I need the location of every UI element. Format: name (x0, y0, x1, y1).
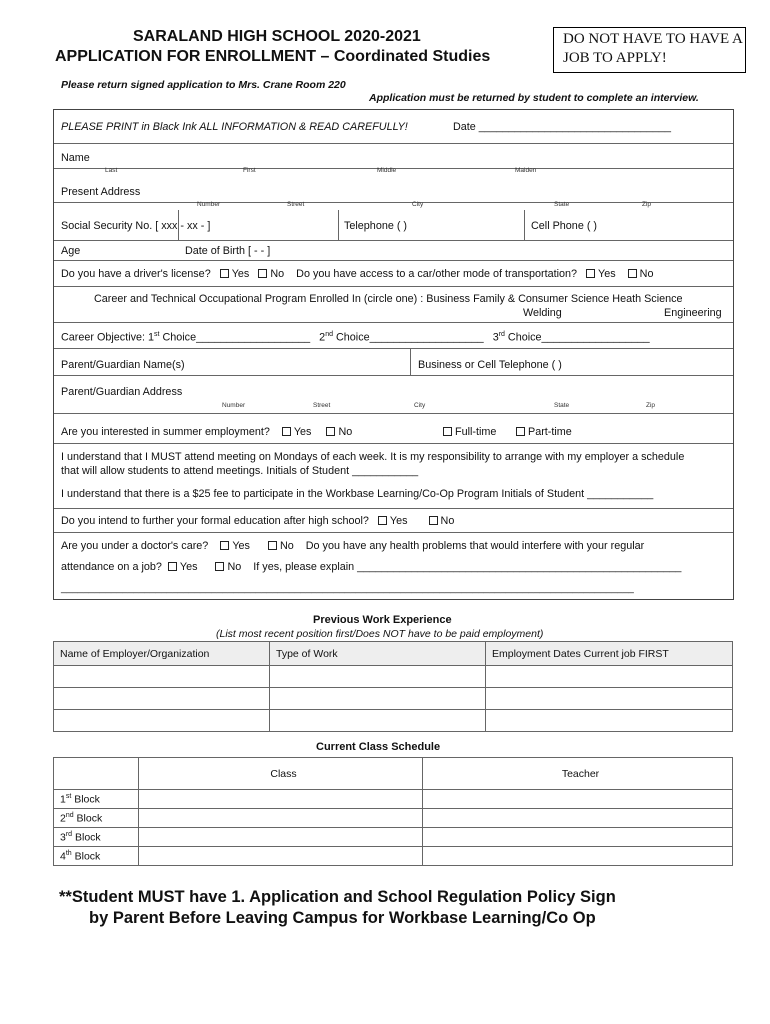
block-label: 2nd Block (54, 809, 139, 828)
block-label: 1st Block (54, 790, 139, 809)
age-field[interactable]: Age (61, 245, 81, 257)
monday-statement-1: I understand that I MUST attend meeting on Mondays of each week. It is my responsibility to arrange with my employer a schedule (61, 451, 685, 463)
attendance-no-checkbox[interactable] (215, 562, 224, 571)
parent-phone-field[interactable]: Business or Cell Telephone ( ) (418, 359, 562, 371)
table-row[interactable] (54, 688, 733, 710)
ssn-field[interactable]: Social Security No. [ xxx - xx - ] (61, 220, 211, 232)
summer-no-checkbox[interactable] (326, 427, 335, 436)
schedule-table (53, 757, 733, 866)
schedule-title: Current Class Schedule (316, 741, 441, 753)
doctor-yes-checkbox[interactable] (220, 541, 229, 550)
work-experience-subtitle: (List most recent position first/Does NOT have to be paid employment) (216, 628, 544, 640)
address-sub-street: Street (287, 201, 305, 208)
summer-question: Are you interested in summer employment? Yes No (61, 426, 353, 438)
table-row (54, 642, 733, 666)
education-no-checkbox[interactable] (429, 516, 438, 525)
address-label: Present Address (61, 186, 141, 198)
table-row[interactable] (54, 710, 733, 732)
name-sub-maiden: Maiden (515, 167, 537, 174)
school-title: SARALAND HIGH SCHOOL 2020-2021 (133, 28, 421, 45)
transport-yes-checkbox[interactable] (586, 269, 595, 278)
program-engineering[interactable]: Engineering (664, 307, 722, 319)
work-experience-table (53, 641, 733, 732)
dob-field[interactable]: Date of Birth [ - - ] (185, 245, 271, 257)
name-sub-last: Last (105, 167, 118, 174)
block-label: 3rd Block (54, 828, 139, 847)
parent-sub-state: State (554, 402, 570, 409)
application-title: APPLICATION FOR ENROLLMENT – Coordinated Studies (55, 48, 491, 65)
parttime-option[interactable]: Part-time (516, 426, 572, 438)
fee-statement[interactable]: I understand that there is a $25 fee to participate in the Workbase Learning/Co-Op Program Initials of Student ___________ (61, 488, 654, 500)
name-label: Name (61, 152, 90, 164)
block-label: 4th Block (54, 847, 139, 866)
parttime-checkbox[interactable] (516, 427, 525, 436)
table-row[interactable] (54, 809, 733, 828)
monday-statement-2[interactable]: that will allow students to attend meetings. Initials of Student ___________ (61, 465, 419, 477)
address-sub-zip: Zip (642, 201, 652, 208)
license-question: Do you have a driver's license? Yes No Do you have access to a car/other mode of transportation? Yes No (61, 268, 654, 280)
column-header: Employment Dates Current job FIRST (486, 642, 733, 666)
summer-yes-checkbox[interactable] (282, 427, 291, 436)
footer-line-1: **Student MUST have 1. Application and School Regulation Policy Sign (59, 888, 616, 906)
education-yes-checkbox[interactable] (378, 516, 387, 525)
education-question: Do you intend to further your formal education after high school? Yes No (61, 515, 455, 527)
address-sub-state: State (554, 201, 570, 208)
parent-sub-street: Street (313, 402, 331, 409)
attendance-question: attendance on a job? Yes No If yes, please explain ______________________________________________________ (61, 561, 682, 573)
column-header: Type of Work (270, 642, 486, 666)
work-experience-title: Previous Work Experience (313, 614, 452, 626)
telephone-field[interactable]: Telephone ( ) (344, 220, 408, 232)
cell-phone-field[interactable]: Cell Phone ( ) (531, 220, 598, 232)
parent-sub-number: Number (222, 402, 246, 409)
column-header: Class (139, 758, 423, 790)
address-sub-city: City (412, 201, 424, 208)
table-row[interactable] (54, 847, 733, 866)
parent-sub-city: City (414, 402, 426, 409)
table-row[interactable] (54, 790, 733, 809)
transport-no-checkbox[interactable] (628, 269, 637, 278)
table-row[interactable] (54, 666, 733, 688)
address-sub-number: Number (197, 201, 221, 208)
parent-name-field[interactable]: Parent/Guardian Name(s) (61, 359, 185, 371)
table-row (54, 758, 733, 790)
doctor-question: Are you under a doctor's care? Yes No Do you have any health problems that would interfere with your regular (61, 540, 645, 552)
footer-line-2: by Parent Before Leaving Campus for Workbase Learning/Co Op (89, 909, 596, 927)
name-sub-first: First (243, 167, 256, 174)
doctor-no-checkbox[interactable] (268, 541, 277, 550)
job-notice-box: DO NOT HAVE TO HAVE A JOB TO APPLY! (553, 27, 746, 73)
return-note: Please return signed application to Mrs. Crane Room 220 (61, 79, 346, 91)
fulltime-checkbox[interactable] (443, 427, 452, 436)
column-header: Name of Employer/Organization (54, 642, 270, 666)
name-sub-middle: Middle (377, 167, 397, 174)
program-line: Career and Technical Occupational Program Enrolled In (circle one) : Business Family & Consumer Science Heath Science (94, 293, 683, 305)
explain-field[interactable]: If yes, please explain ______________________________________________________ (253, 561, 682, 573)
attendance-yes-checkbox[interactable] (168, 562, 177, 571)
print-instruction: PLEASE PRINT in Black Ink ALL INFORMATION & READ CAREFULLY! (61, 121, 408, 133)
career-objectives[interactable]: Career Objective: 1st Choice___________________ 2nd Choice___________________ 3rd Choice__________________ (61, 331, 650, 344)
program-welding[interactable]: Welding (523, 307, 562, 319)
table-row[interactable] (54, 828, 733, 847)
parent-sub-zip: Zip (646, 402, 656, 409)
date-field[interactable]: Date ________________________________ (453, 121, 671, 133)
parent-address-field[interactable]: Parent/Guardian Address (61, 386, 183, 398)
license-yes-checkbox[interactable] (220, 269, 229, 278)
interview-note: Application must be returned by student to complete an interview. (369, 92, 699, 104)
license-no-checkbox[interactable] (258, 269, 267, 278)
fulltime-option[interactable]: Full-time (443, 426, 496, 438)
explain-blank-line[interactable]: _______________________________________________________________________________________________________ (61, 583, 634, 594)
column-header: Teacher (423, 758, 733, 790)
